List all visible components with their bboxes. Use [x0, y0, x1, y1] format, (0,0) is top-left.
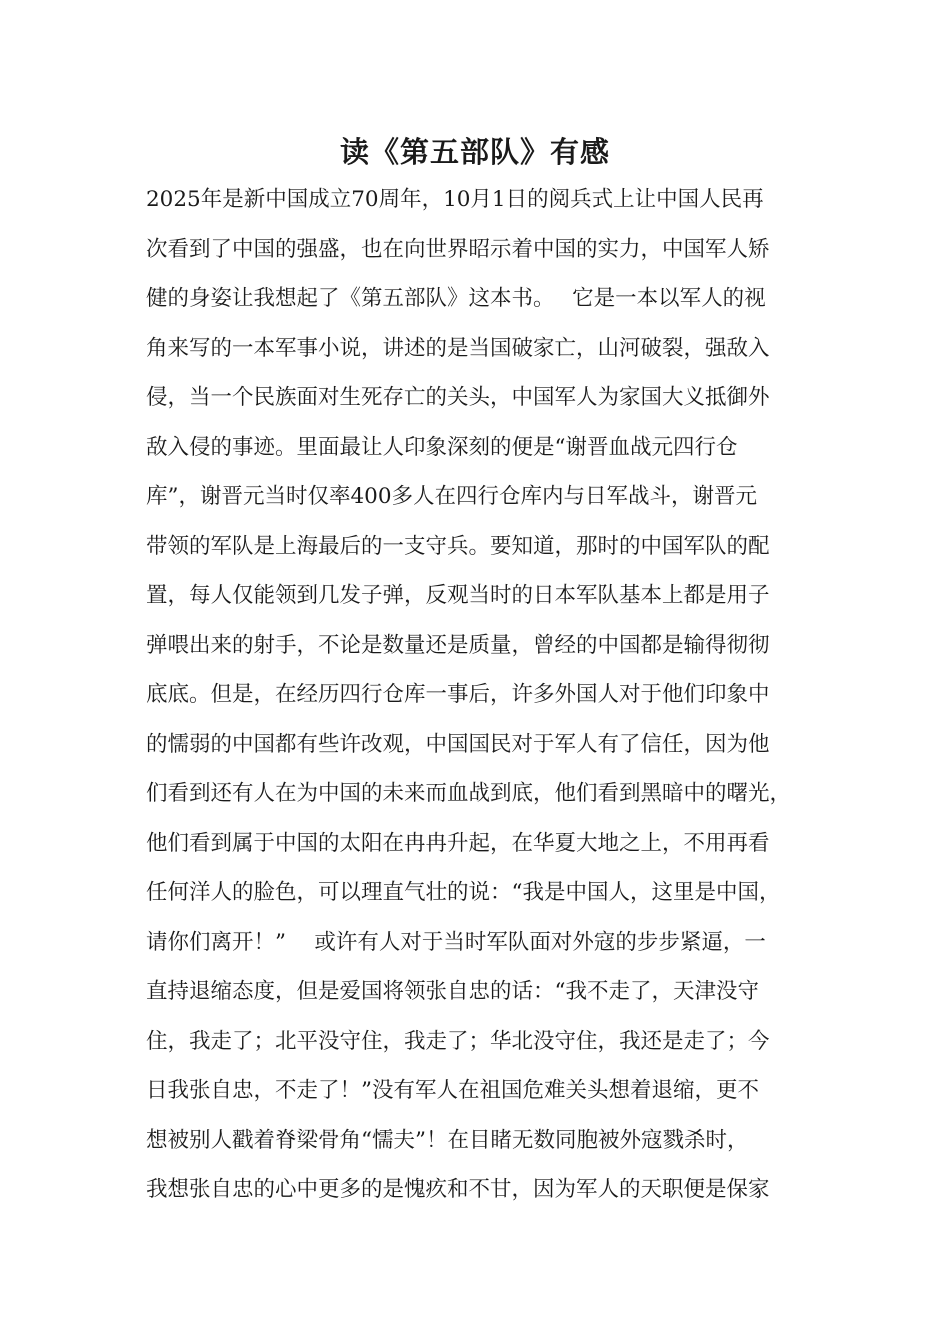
text-line: 置，每人仅能领到几发子弹，反观当时的日本军队基本上都是用子: [146, 583, 770, 608]
text-line: 侵，当一个民族面对生死存亡的关头，中国军人为家国大义抵御外: [146, 385, 770, 410]
text-line: 弹喂出来的射手，不论是数量还是质量，曾经的中国都是输得彻彻: [146, 632, 770, 658]
text-line: 敌入侵的事迹。里面最让人印象深刻的便是“谢晋血战元四行仓: [146, 434, 738, 460]
document-body: [146, 180, 826, 1220]
text-line: 住，我走了；北平没守住，我走了；华北没守住，我还是走了；今: [146, 1028, 770, 1054]
document-title: 读《第五部队》有感: [339, 135, 610, 169]
text-line: 请你们离开！” 或许有人对于当时军队面对外寇的步步紧逼，一: [146, 929, 766, 955]
text-line: 健的身姿让我想起了《第五部队》这本书。 它是一本以军人的视: [146, 286, 766, 311]
text-line: 库”，谢晋元当时仅率400多人在四行仓库内与日军战斗，谢晋元: [146, 484, 758, 509]
text-line: 他们看到属于中国的太阳在冉冉升起，在华夏大地之上，不用再看: [146, 830, 770, 856]
text-line: 我想张自忠的心中更多的是愧疚和不甘，因为军人的天职便是保家: [146, 1177, 770, 1202]
text-line: 底底。但是，在经历四行仓库一事后，许多外国人对于他们印象中: [146, 682, 770, 707]
text-line: 们看到还有人在为中国的未来而血战到底，他们看到黑暗中的曙光，: [146, 781, 792, 806]
text-line: 2025年是新中国成立70周年，10月1日的阅兵式上让中国人民再: [146, 187, 764, 212]
text-line: 想被别人戳着脊梁骨角“懦夫”！在目睹无数同胞被外寇戮杀时，: [146, 1127, 749, 1153]
text-line: 角来写的一本军事小说，讲述的是当国破家亡，山河破裂，强敌入: [146, 335, 770, 361]
text-line: 任何洋人的脸色，可以理直气壮的说：“我是中国人，这里是中国，: [146, 880, 781, 905]
text-line: 直持退缩态度，但是爱国将领张自忠的话：“我不走了，天津没守: [146, 979, 759, 1004]
text-line: 的懦弱的中国都有些许改观，中国国民对于军人有了信任，因为他: [146, 731, 770, 757]
text-line: 日我张自忠，不走了！”没有军人在祖国危难关头想着退缩，更不: [146, 1078, 759, 1103]
text-line: 次看到了中国的强盛，也在向世界昭示着中国的实力，中国军人矫: [146, 236, 770, 262]
text-line: 带领的军队是上海最后的一支守兵。要知道，那时的中国军队的配: [146, 533, 770, 559]
